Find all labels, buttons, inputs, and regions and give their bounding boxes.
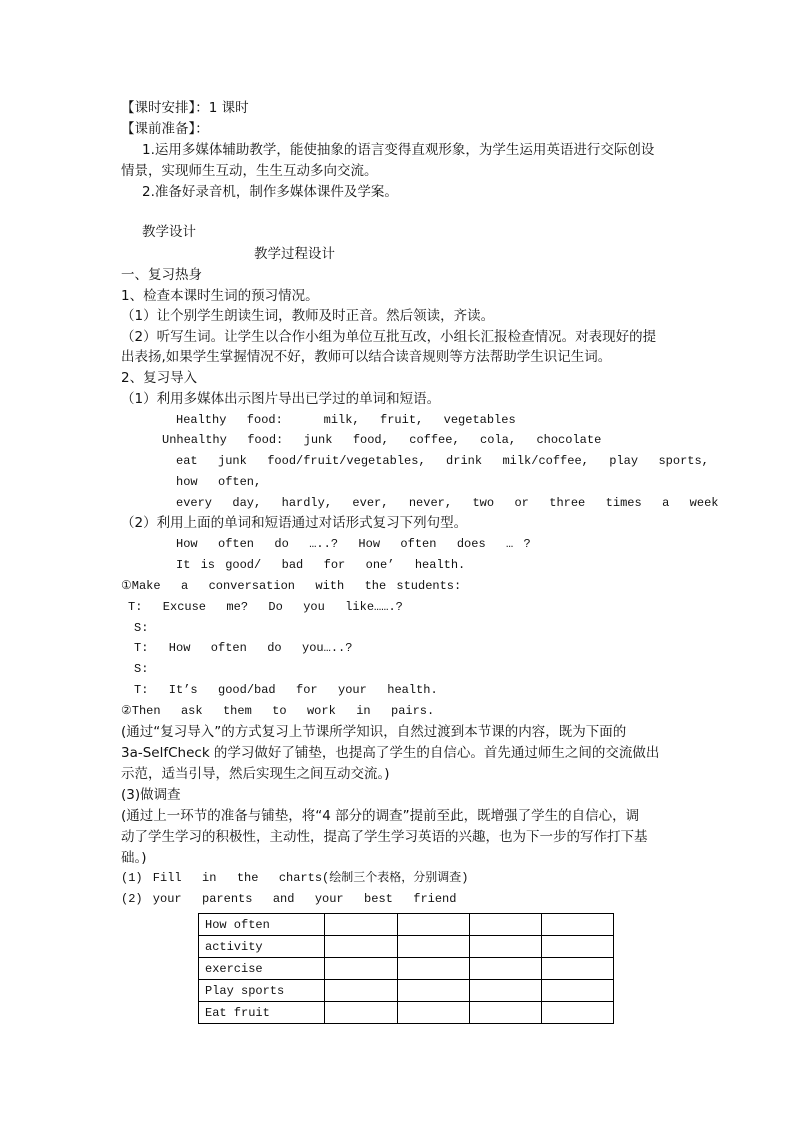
unhealthy-food-line: Unhealthy food: junk food, coffee, cola, chocolate bbox=[162, 433, 602, 447]
chart-cell bbox=[542, 936, 614, 958]
chart-cell bbox=[470, 936, 542, 958]
chart-row-label: Eat fruit bbox=[199, 1002, 325, 1024]
schedule-label: 【课时安排】： bbox=[121, 100, 209, 116]
chart-row-label: activity bbox=[199, 936, 325, 958]
table-row bbox=[199, 914, 614, 936]
chart-cell bbox=[542, 914, 614, 936]
part1-step2-line1: （2）听写生词。让学生以合作小组为单位互批互改，小组长汇报检查情况。对表现好的提 bbox=[121, 329, 657, 345]
part2-note-line2: 3a-SelfCheck 的学习做好了铺垫，也提高了学生的自信心。首先通过师生之间的交流做出 bbox=[121, 745, 660, 761]
fill-charts-line: (1) Fill in the charts(绘制三个表格，分别调查) bbox=[121, 871, 469, 885]
part2-step1: （1）利用多媒体出示图片导出已学过的单词和短语。 bbox=[121, 391, 441, 407]
part2-note-line3: 示范，适当引导，然后实现生之间互动交流。) bbox=[121, 766, 390, 782]
part3-note-line2: 动了学生学习的积极性，主动性，提高了学生学习英语的兴趣，也为下一步的写作打下基 bbox=[121, 829, 648, 845]
chart-cell bbox=[325, 1002, 398, 1024]
part2-title: 2、复习导入 bbox=[121, 370, 198, 386]
phrases-line1: eat junk food/fruit/vegetables, drink milk/coffee, play sports, bbox=[176, 454, 709, 468]
parents-friend-line: (2) your parents and your best friend bbox=[121, 892, 457, 906]
chart-cell bbox=[470, 1002, 542, 1024]
prep-item1-line2: 情景，实现师生互动，生生互动多向交流。 bbox=[121, 163, 378, 179]
table-row bbox=[199, 958, 614, 980]
part1-step1: （1）让个别学生朗读生词，教师及时正音。然后领读，齐读。 bbox=[121, 308, 495, 324]
chart-cell bbox=[542, 958, 614, 980]
chart-cell bbox=[398, 936, 470, 958]
part1-step2-line2: 出表扬,如果学生掌握情况不好，教师可以结合读音规则等方法帮助学生识记生词。 bbox=[121, 349, 612, 365]
chart-cell bbox=[325, 958, 398, 980]
phrases-line2: how often, bbox=[176, 475, 262, 489]
conversation-line2: S: bbox=[134, 621, 149, 635]
part3-note-line1: (通过上一环节的准备与铺垫，将“4 部分的调查”提前至此，既增强了学生的自信心，调 bbox=[121, 808, 640, 824]
table-row bbox=[199, 1002, 614, 1024]
schedule-line bbox=[121, 98, 249, 118]
chart-row-label: How often bbox=[199, 914, 325, 936]
phrases-line3: every day, hardly, ever, never, two or three times a week bbox=[176, 496, 719, 510]
chart-row-label: Play sports bbox=[199, 980, 325, 1002]
table-row bbox=[199, 936, 614, 958]
chart-cell bbox=[325, 936, 398, 958]
pairs-line: ②Then ask them to work in pairs. bbox=[121, 704, 435, 718]
survey-chart bbox=[198, 913, 614, 1024]
schedule-value: 1 课时 bbox=[208, 100, 249, 116]
conversation-line5: T: It’s good/bad for your health. bbox=[134, 683, 438, 697]
chart-cell bbox=[398, 914, 470, 936]
conversation-line4: S: bbox=[134, 662, 149, 676]
chart-cell bbox=[542, 980, 614, 1002]
design-heading: 教学设计 bbox=[142, 224, 196, 240]
prep-label: 【课前准备】： bbox=[121, 121, 209, 137]
part3-title: (3)做调查 bbox=[121, 787, 181, 803]
chart-cell bbox=[398, 1002, 470, 1024]
chart-cell bbox=[470, 980, 542, 1002]
chart-cell bbox=[325, 914, 398, 936]
table-row bbox=[199, 980, 614, 1002]
pattern-line2: It is good/ bad for one’ health. bbox=[176, 558, 466, 572]
part2-step2: （2）利用上面的单词和短语通过对话形式复习下列句型。 bbox=[121, 515, 468, 531]
chart-cell bbox=[542, 1002, 614, 1024]
prep-item1-line1: 1.运用多媒体辅助教学，能使抽象的语言变得直观形象，为学生运用英语进行交际创设 bbox=[142, 142, 655, 158]
healthy-food-line: Healthy food: milk, fruit, vegetables bbox=[176, 413, 516, 427]
chart-cell bbox=[398, 958, 470, 980]
pattern-line1: How often do …..? How often does … ? bbox=[176, 537, 531, 551]
chart-row-label: exercise bbox=[199, 958, 325, 980]
chart-cell bbox=[470, 958, 542, 980]
process-heading: 教学过程设计 bbox=[254, 246, 335, 262]
chart-cell bbox=[398, 980, 470, 1002]
prep-item2: 2.准备好录音机，制作多媒体课件及学案。 bbox=[142, 184, 398, 200]
section1-title: 一、复习热身 bbox=[121, 267, 202, 283]
part1-title: 1、检查本课时生词的预习情况。 bbox=[121, 288, 319, 304]
conversation-line1: T: Excuse me? Do you like…….? bbox=[128, 600, 403, 614]
chart-cell bbox=[470, 914, 542, 936]
chart-cell bbox=[325, 980, 398, 1002]
conversation-line3: T: How often do you…..? bbox=[134, 641, 353, 655]
part2-note-line1: (通过“复习导入”的方式复习上节课所学知识，自然过渡到本节课的内容，既为下面的 bbox=[121, 724, 627, 740]
part3-note-line3: 础。) bbox=[121, 850, 147, 866]
conversation-title: ①Make a conversation with the students: bbox=[121, 579, 462, 593]
